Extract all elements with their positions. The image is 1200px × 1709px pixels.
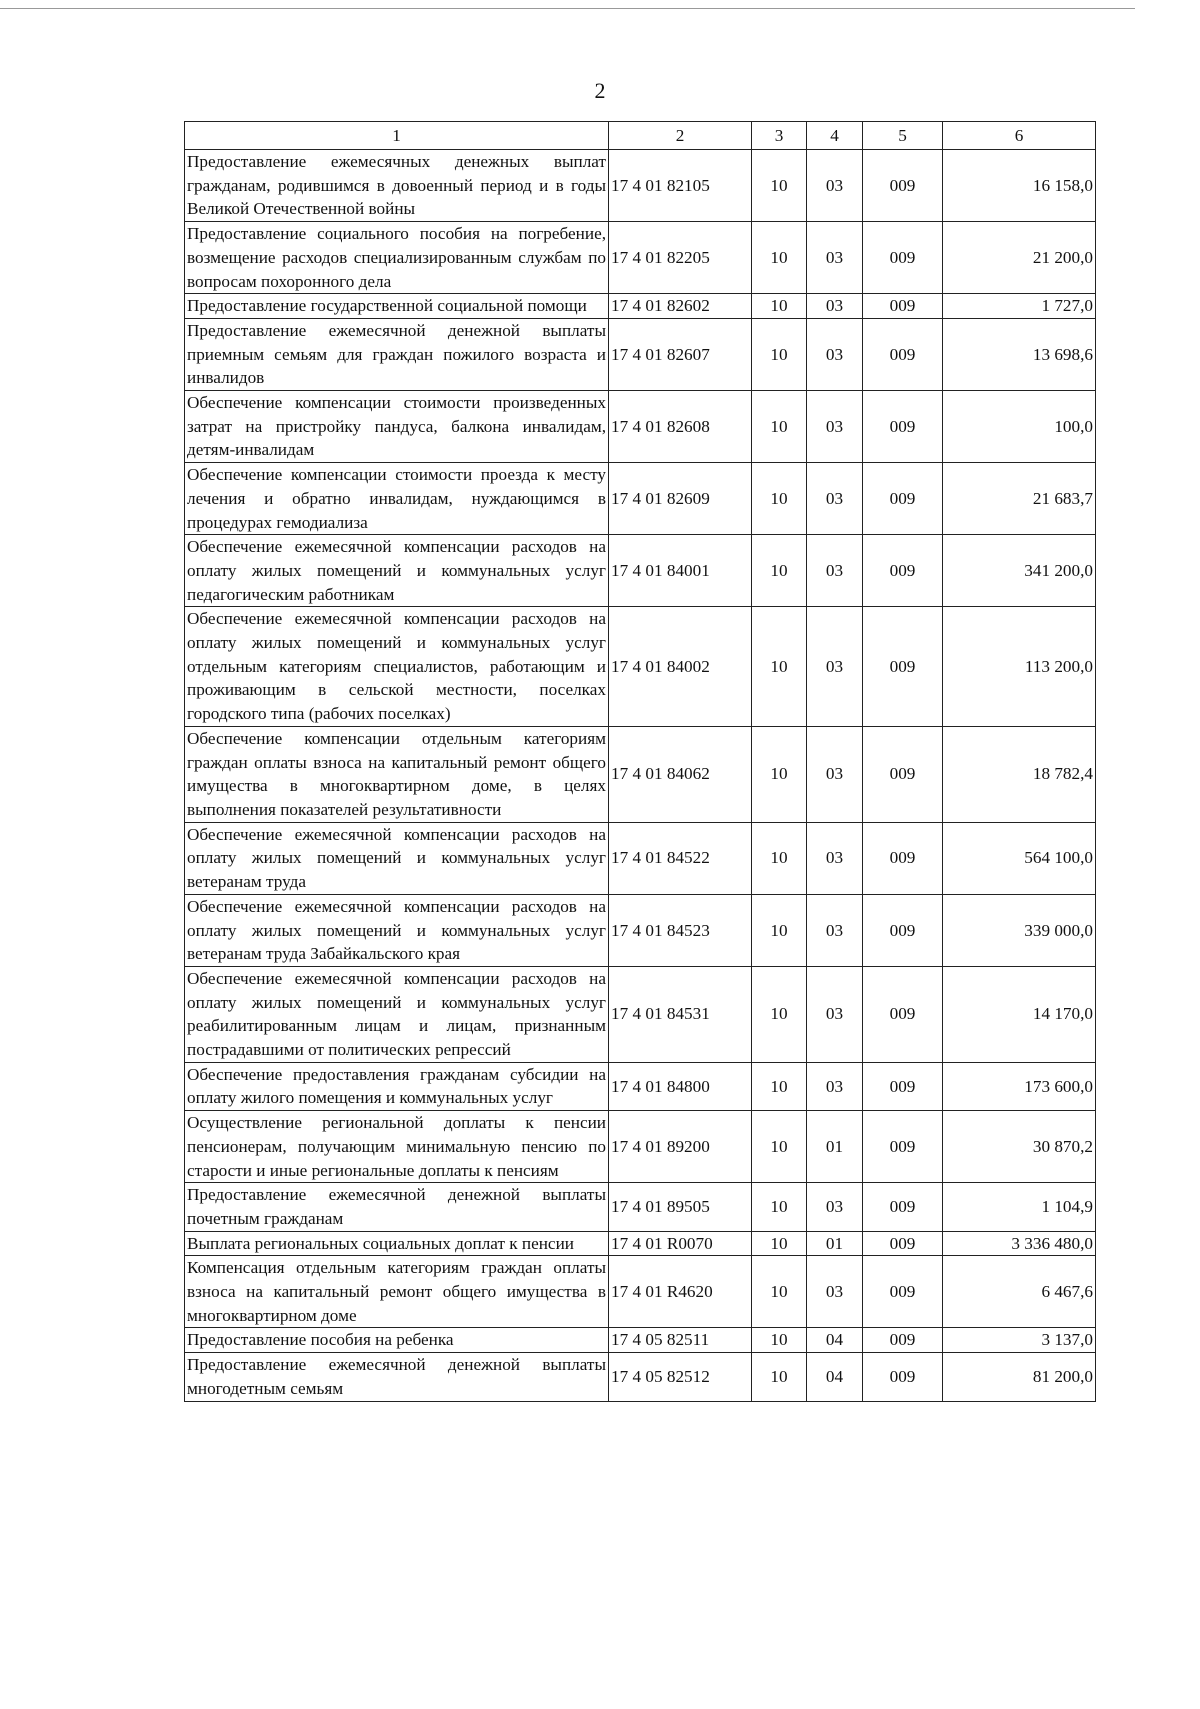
expense-name-cell: Обеспечение компенсации отдельным категориям граждан оплаты взноса на капитальный ремонт общего имущества в многоквартирном доме, в целях выполнения показателей результативности <box>185 726 609 822</box>
budget-code-cell: 17 4 01 R0070 <box>609 1231 752 1256</box>
expense-type-cell: 009 <box>863 318 943 390</box>
section-cell: 10 <box>752 391 807 463</box>
column-header: 2 <box>609 122 752 150</box>
table-header-row <box>185 122 1096 150</box>
expense-name-cell: Предоставление государственной социальной помощи <box>185 294 609 319</box>
budget-code-cell: 17 4 01 84522 <box>609 822 752 894</box>
budget-code-cell: 17 4 01 84002 <box>609 607 752 727</box>
subsection-cell: 03 <box>807 318 863 390</box>
expense-name-cell: Обеспечение компенсации стоимости проезда к месту лечения и обратно инвалидам, нуждающимся в процедурах гемодиализа <box>185 463 609 535</box>
expense-type-cell: 009 <box>863 535 943 607</box>
subsection-cell: 03 <box>807 822 863 894</box>
section-cell: 10 <box>752 294 807 319</box>
subsection-cell: 03 <box>807 1256 863 1328</box>
amount-cell: 21 683,7 <box>943 463 1096 535</box>
amount-cell: 21 200,0 <box>943 222 1096 294</box>
budget-code-cell: 17 4 01 84800 <box>609 1062 752 1110</box>
budget-code-cell: 17 4 01 89505 <box>609 1183 752 1231</box>
amount-cell: 339 000,0 <box>943 894 1096 966</box>
expense-type-cell: 009 <box>863 1062 943 1110</box>
table-row <box>185 1256 1096 1328</box>
amount-cell: 1 104,9 <box>943 1183 1096 1231</box>
budget-code-cell: 17 4 01 R4620 <box>609 1256 752 1328</box>
expense-name-cell: Выплата региональных социальных доплат к пенсии <box>185 1231 609 1256</box>
expense-name-cell: Обеспечение ежемесячной компенсации расходов на оплату жилых помещений и коммунальных услуг педагогическим работникам <box>185 535 609 607</box>
section-cell: 10 <box>752 1062 807 1110</box>
section-cell: 10 <box>752 894 807 966</box>
amount-cell: 14 170,0 <box>943 966 1096 1062</box>
column-header: 3 <box>752 122 807 150</box>
expense-type-cell: 009 <box>863 1231 943 1256</box>
expense-type-cell: 009 <box>863 222 943 294</box>
table-row <box>185 222 1096 294</box>
expense-name-cell: Компенсация отдельным категориям граждан оплаты взноса на капитальный ремонт общего имущества в многоквартирном доме <box>185 1256 609 1328</box>
subsection-cell: 03 <box>807 726 863 822</box>
subsection-cell: 03 <box>807 607 863 727</box>
table-row <box>185 966 1096 1062</box>
expense-name-cell: Предоставление социального пособия на погребение, возмещение расходов специализированным службам по вопросам похоронного дела <box>185 222 609 294</box>
subsection-cell: 03 <box>807 966 863 1062</box>
budget-code-cell: 17 4 01 82205 <box>609 222 752 294</box>
section-cell: 10 <box>752 535 807 607</box>
subsection-cell: 03 <box>807 391 863 463</box>
expense-name-cell: Обеспечение предоставления гражданам субсидии на оплату жилого помещения и коммунальных услуг <box>185 1062 609 1110</box>
expense-name-cell: Предоставление ежемесячной денежной выплаты приемным семьям для граждан пожилого возраста и инвалидов <box>185 318 609 390</box>
expense-type-cell: 009 <box>863 894 943 966</box>
table-row <box>185 1353 1096 1401</box>
budget-code-cell: 17 4 01 84001 <box>609 535 752 607</box>
table-row <box>185 1183 1096 1231</box>
subsection-cell: 01 <box>807 1111 863 1183</box>
amount-cell: 16 158,0 <box>943 150 1096 222</box>
expense-name-cell: Обеспечение ежемесячной компенсации расходов на оплату жилых помещений и коммунальных услуг ветеранам труда Забайкальского края <box>185 894 609 966</box>
budget-code-cell: 17 4 01 82602 <box>609 294 752 319</box>
amount-cell: 564 100,0 <box>943 822 1096 894</box>
section-cell: 10 <box>752 1328 807 1353</box>
budget-code-cell: 17 4 05 82512 <box>609 1353 752 1401</box>
expense-type-cell: 009 <box>863 294 943 319</box>
section-cell: 10 <box>752 1111 807 1183</box>
table-row <box>185 150 1096 222</box>
column-header: 4 <box>807 122 863 150</box>
budget-code-cell: 17 4 01 82609 <box>609 463 752 535</box>
section-cell: 10 <box>752 150 807 222</box>
subsection-cell: 03 <box>807 150 863 222</box>
table-row <box>185 894 1096 966</box>
amount-cell: 81 200,0 <box>943 1353 1096 1401</box>
table-row <box>185 463 1096 535</box>
expense-name-cell: Предоставление ежемесячных денежных выплат гражданам, родившимся в довоенный период и в годы Великой Отечественной войны <box>185 150 609 222</box>
section-cell: 10 <box>752 966 807 1062</box>
expense-name-cell: Обеспечение компенсации стоимости произведенных затрат на пристройку пандуса, балкона инвалидам, детям-инвалидам <box>185 391 609 463</box>
amount-cell: 113 200,0 <box>943 607 1096 727</box>
expense-name-cell: Обеспечение ежемесячной компенсации расходов на оплату жилых помещений и коммунальных услуг реабилитированным лицам и лицам, признанным пострадавшими от политических репрессий <box>185 966 609 1062</box>
amount-cell: 3 336 480,0 <box>943 1231 1096 1256</box>
subsection-cell: 01 <box>807 1231 863 1256</box>
amount-cell: 341 200,0 <box>943 535 1096 607</box>
budget-code-cell: 17 4 01 84523 <box>609 894 752 966</box>
expense-name-cell: Предоставление пособия на ребенка <box>185 1328 609 1353</box>
expense-type-cell: 009 <box>863 966 943 1062</box>
amount-cell: 30 870,2 <box>943 1111 1096 1183</box>
table-row <box>185 726 1096 822</box>
amount-cell: 173 600,0 <box>943 1062 1096 1110</box>
budget-table <box>184 121 1096 1402</box>
amount-cell: 6 467,6 <box>943 1256 1096 1328</box>
expense-type-cell: 009 <box>863 1111 943 1183</box>
amount-cell: 18 782,4 <box>943 726 1096 822</box>
table-row <box>185 294 1096 319</box>
expense-type-cell: 009 <box>863 150 943 222</box>
section-cell: 10 <box>752 822 807 894</box>
expense-type-cell: 009 <box>863 1183 943 1231</box>
table-row <box>185 535 1096 607</box>
subsection-cell: 03 <box>807 1183 863 1231</box>
table-row <box>185 1231 1096 1256</box>
section-cell: 10 <box>752 318 807 390</box>
budget-code-cell: 17 4 01 84531 <box>609 966 752 1062</box>
expense-type-cell: 009 <box>863 1353 943 1401</box>
amount-cell: 1 727,0 <box>943 294 1096 319</box>
expense-type-cell: 009 <box>863 822 943 894</box>
column-header: 6 <box>943 122 1096 150</box>
subsection-cell: 03 <box>807 1062 863 1110</box>
amount-cell: 13 698,6 <box>943 318 1096 390</box>
expense-type-cell: 009 <box>863 1328 943 1353</box>
budget-code-cell: 17 4 01 89200 <box>609 1111 752 1183</box>
budget-code-cell: 17 4 01 82608 <box>609 391 752 463</box>
expense-type-cell: 009 <box>863 391 943 463</box>
table-row <box>185 391 1096 463</box>
expense-type-cell: 009 <box>863 726 943 822</box>
budget-code-cell: 17 4 05 82511 <box>609 1328 752 1353</box>
table-row <box>185 1111 1096 1183</box>
section-cell: 10 <box>752 1353 807 1401</box>
amount-cell: 100,0 <box>943 391 1096 463</box>
expense-type-cell: 009 <box>863 607 943 727</box>
section-cell: 10 <box>752 463 807 535</box>
subsection-cell: 03 <box>807 463 863 535</box>
section-cell: 10 <box>752 222 807 294</box>
subsection-cell: 03 <box>807 294 863 319</box>
amount-cell: 3 137,0 <box>943 1328 1096 1353</box>
budget-code-cell: 17 4 01 84062 <box>609 726 752 822</box>
expense-type-cell: 009 <box>863 1256 943 1328</box>
subsection-cell: 03 <box>807 894 863 966</box>
expense-name-cell: Обеспечение ежемесячной компенсации расходов на оплату жилых помещений и коммунальных услуг ветеранам труда <box>185 822 609 894</box>
scan-edge-line <box>0 8 1135 9</box>
section-cell: 10 <box>752 1231 807 1256</box>
table-row <box>185 607 1096 727</box>
subsection-cell: 04 <box>807 1328 863 1353</box>
subsection-cell: 03 <box>807 535 863 607</box>
section-cell: 10 <box>752 726 807 822</box>
subsection-cell: 04 <box>807 1353 863 1401</box>
expense-name-cell: Предоставление ежемесячной денежной выплаты почетным гражданам <box>185 1183 609 1231</box>
column-header: 5 <box>863 122 943 150</box>
column-header: 1 <box>185 122 609 150</box>
section-cell: 10 <box>752 1256 807 1328</box>
table-row <box>185 318 1096 390</box>
expense-name-cell: Предоставление ежемесячной денежной выплаты многодетным семьям <box>185 1353 609 1401</box>
table-row <box>185 822 1096 894</box>
subsection-cell: 03 <box>807 222 863 294</box>
table-row <box>185 1328 1096 1353</box>
budget-code-cell: 17 4 01 82607 <box>609 318 752 390</box>
budget-code-cell: 17 4 01 82105 <box>609 150 752 222</box>
expense-name-cell: Осуществление региональной доплаты к пенсии пенсионерам, получающим минимальную пенсию по старости и иные региональные доплаты к пенсиям <box>185 1111 609 1183</box>
table-row <box>185 1062 1096 1110</box>
page-number: 2 <box>594 78 606 103</box>
expense-name-cell: Обеспечение ежемесячной компенсации расходов на оплату жилых помещений и коммунальных услуг отдельным категориям специалистов, работающим и проживающим в сельской местности, поселках городского типа (рабочих поселках) <box>185 607 609 727</box>
section-cell: 10 <box>752 1183 807 1231</box>
section-cell: 10 <box>752 607 807 727</box>
expense-type-cell: 009 <box>863 463 943 535</box>
